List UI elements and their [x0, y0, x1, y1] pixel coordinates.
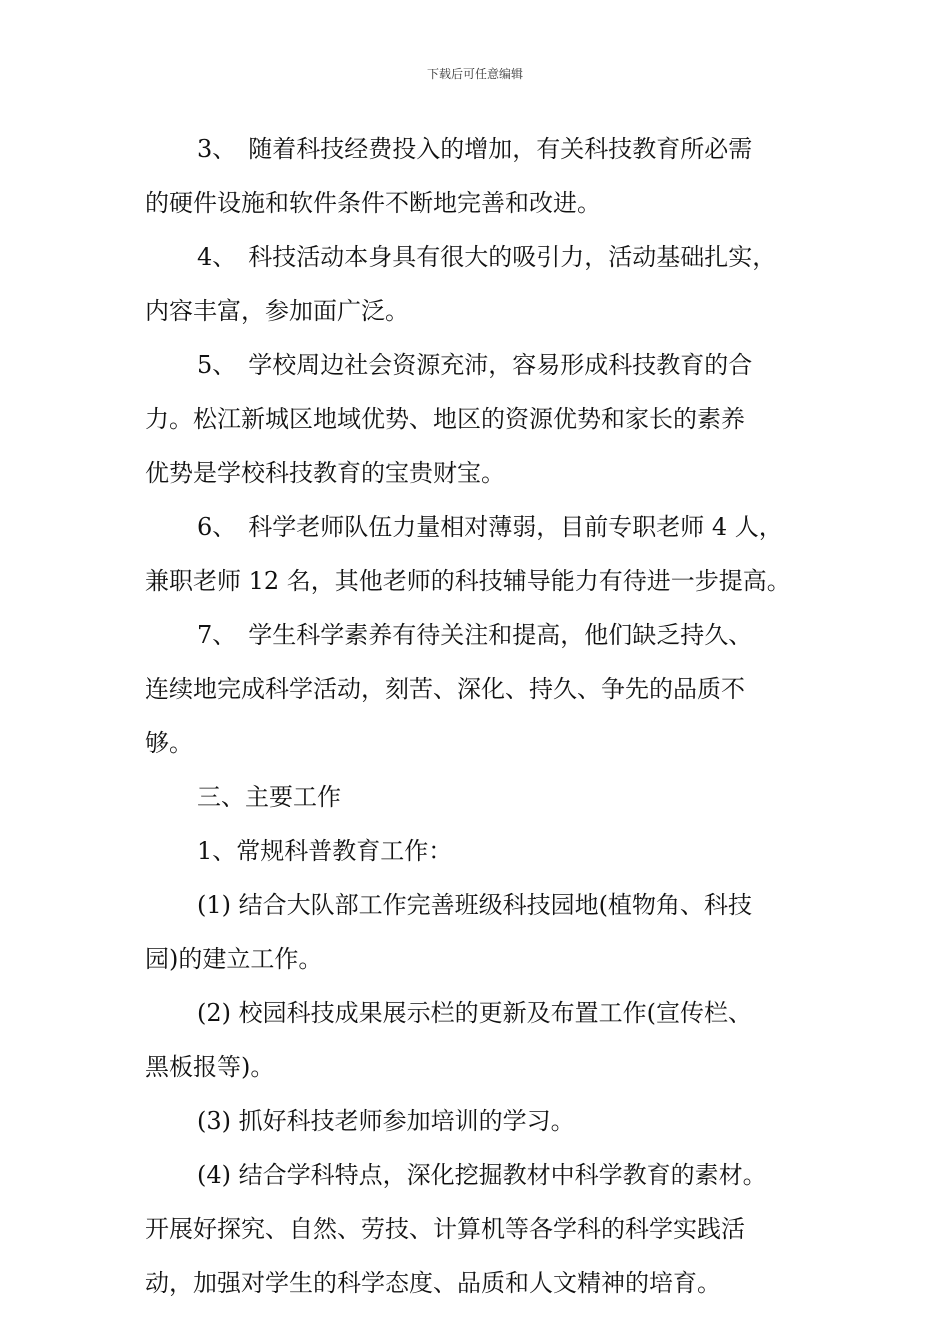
list-item-2: [145, 986, 815, 1094]
paragraph-line: 开展好探究、自然、劳技、计算机等各学科的科学实践活: [145, 1215, 745, 1243]
paragraph-line: 的硬件设施和软件条件不断地完善和改进。: [145, 189, 601, 217]
paragraph-line: 够。: [145, 729, 193, 757]
paragraph-line: 6、 科学老师队伍力量相对薄弱，目前专职老师 4 人，: [197, 513, 783, 541]
paragraph-item-5: [145, 338, 815, 500]
paragraph-line: 连续地完成科学活动，刻苦、深化、持久、争先的品质不: [145, 675, 745, 703]
paragraph-line: 内容丰富，参加面广泛。: [145, 297, 409, 325]
paragraph-line: (4) 结合学科特点，深化挖掘教材中科学教育的素材。: [197, 1161, 767, 1189]
paragraph-line: 3、 随着科技经费投入的增加，有关科技教育所必需: [197, 135, 753, 163]
paragraph-line: (3) 抓好科技老师参加培训的学习。: [197, 1107, 575, 1135]
paragraph-line: 园)的建立工作。: [145, 945, 323, 973]
section-heading: [145, 770, 815, 824]
page-header: 下载后可任意编辑: [426, 67, 523, 81]
paragraph-line: 优势是学校科技教育的宝贵财宝。: [145, 459, 505, 487]
paragraph-line: 5、 学校周边社会资源充沛，容易形成科技教育的合: [197, 351, 753, 379]
paragraph-item-3: [145, 122, 815, 230]
paragraph-item-7: [145, 608, 815, 770]
paragraph-line: 兼职老师 12 名，其他老师的科技辅导能力有待进一步提高。: [145, 567, 791, 595]
paragraph-line: (2) 校园科技成果展示栏的更新及布置工作(宣传栏、: [197, 999, 752, 1027]
document-body: [145, 122, 815, 1310]
list-item-3: [145, 1094, 815, 1148]
paragraph-item-4: [145, 230, 815, 338]
subsection-heading: [145, 824, 815, 878]
paragraph-item-6: [145, 500, 815, 608]
paragraph-line: 力。松江新城区地域优势、地区的资源优势和家长的素养: [145, 405, 745, 433]
paragraph-line: 7、 学生科学素养有待关注和提高，他们缺乏持久、: [197, 621, 753, 649]
section-heading-text: 三、主要工作: [197, 783, 341, 811]
subsection-heading-text: 1、常规科普教育工作：: [197, 837, 453, 865]
paragraph-line: 黑板报等)。: [145, 1053, 275, 1081]
paragraph-line: 动，加强对学生的科学态度、品质和人文精神的培育。: [145, 1269, 721, 1297]
list-item-1: [145, 878, 815, 986]
list-item-4: [145, 1148, 815, 1310]
paragraph-line: (1) 结合大队部工作完善班级科技园地(植物角、科技: [197, 891, 752, 919]
paragraph-line: 4、 科技活动本身具有很大的吸引力，活动基础扎实，: [197, 243, 777, 271]
